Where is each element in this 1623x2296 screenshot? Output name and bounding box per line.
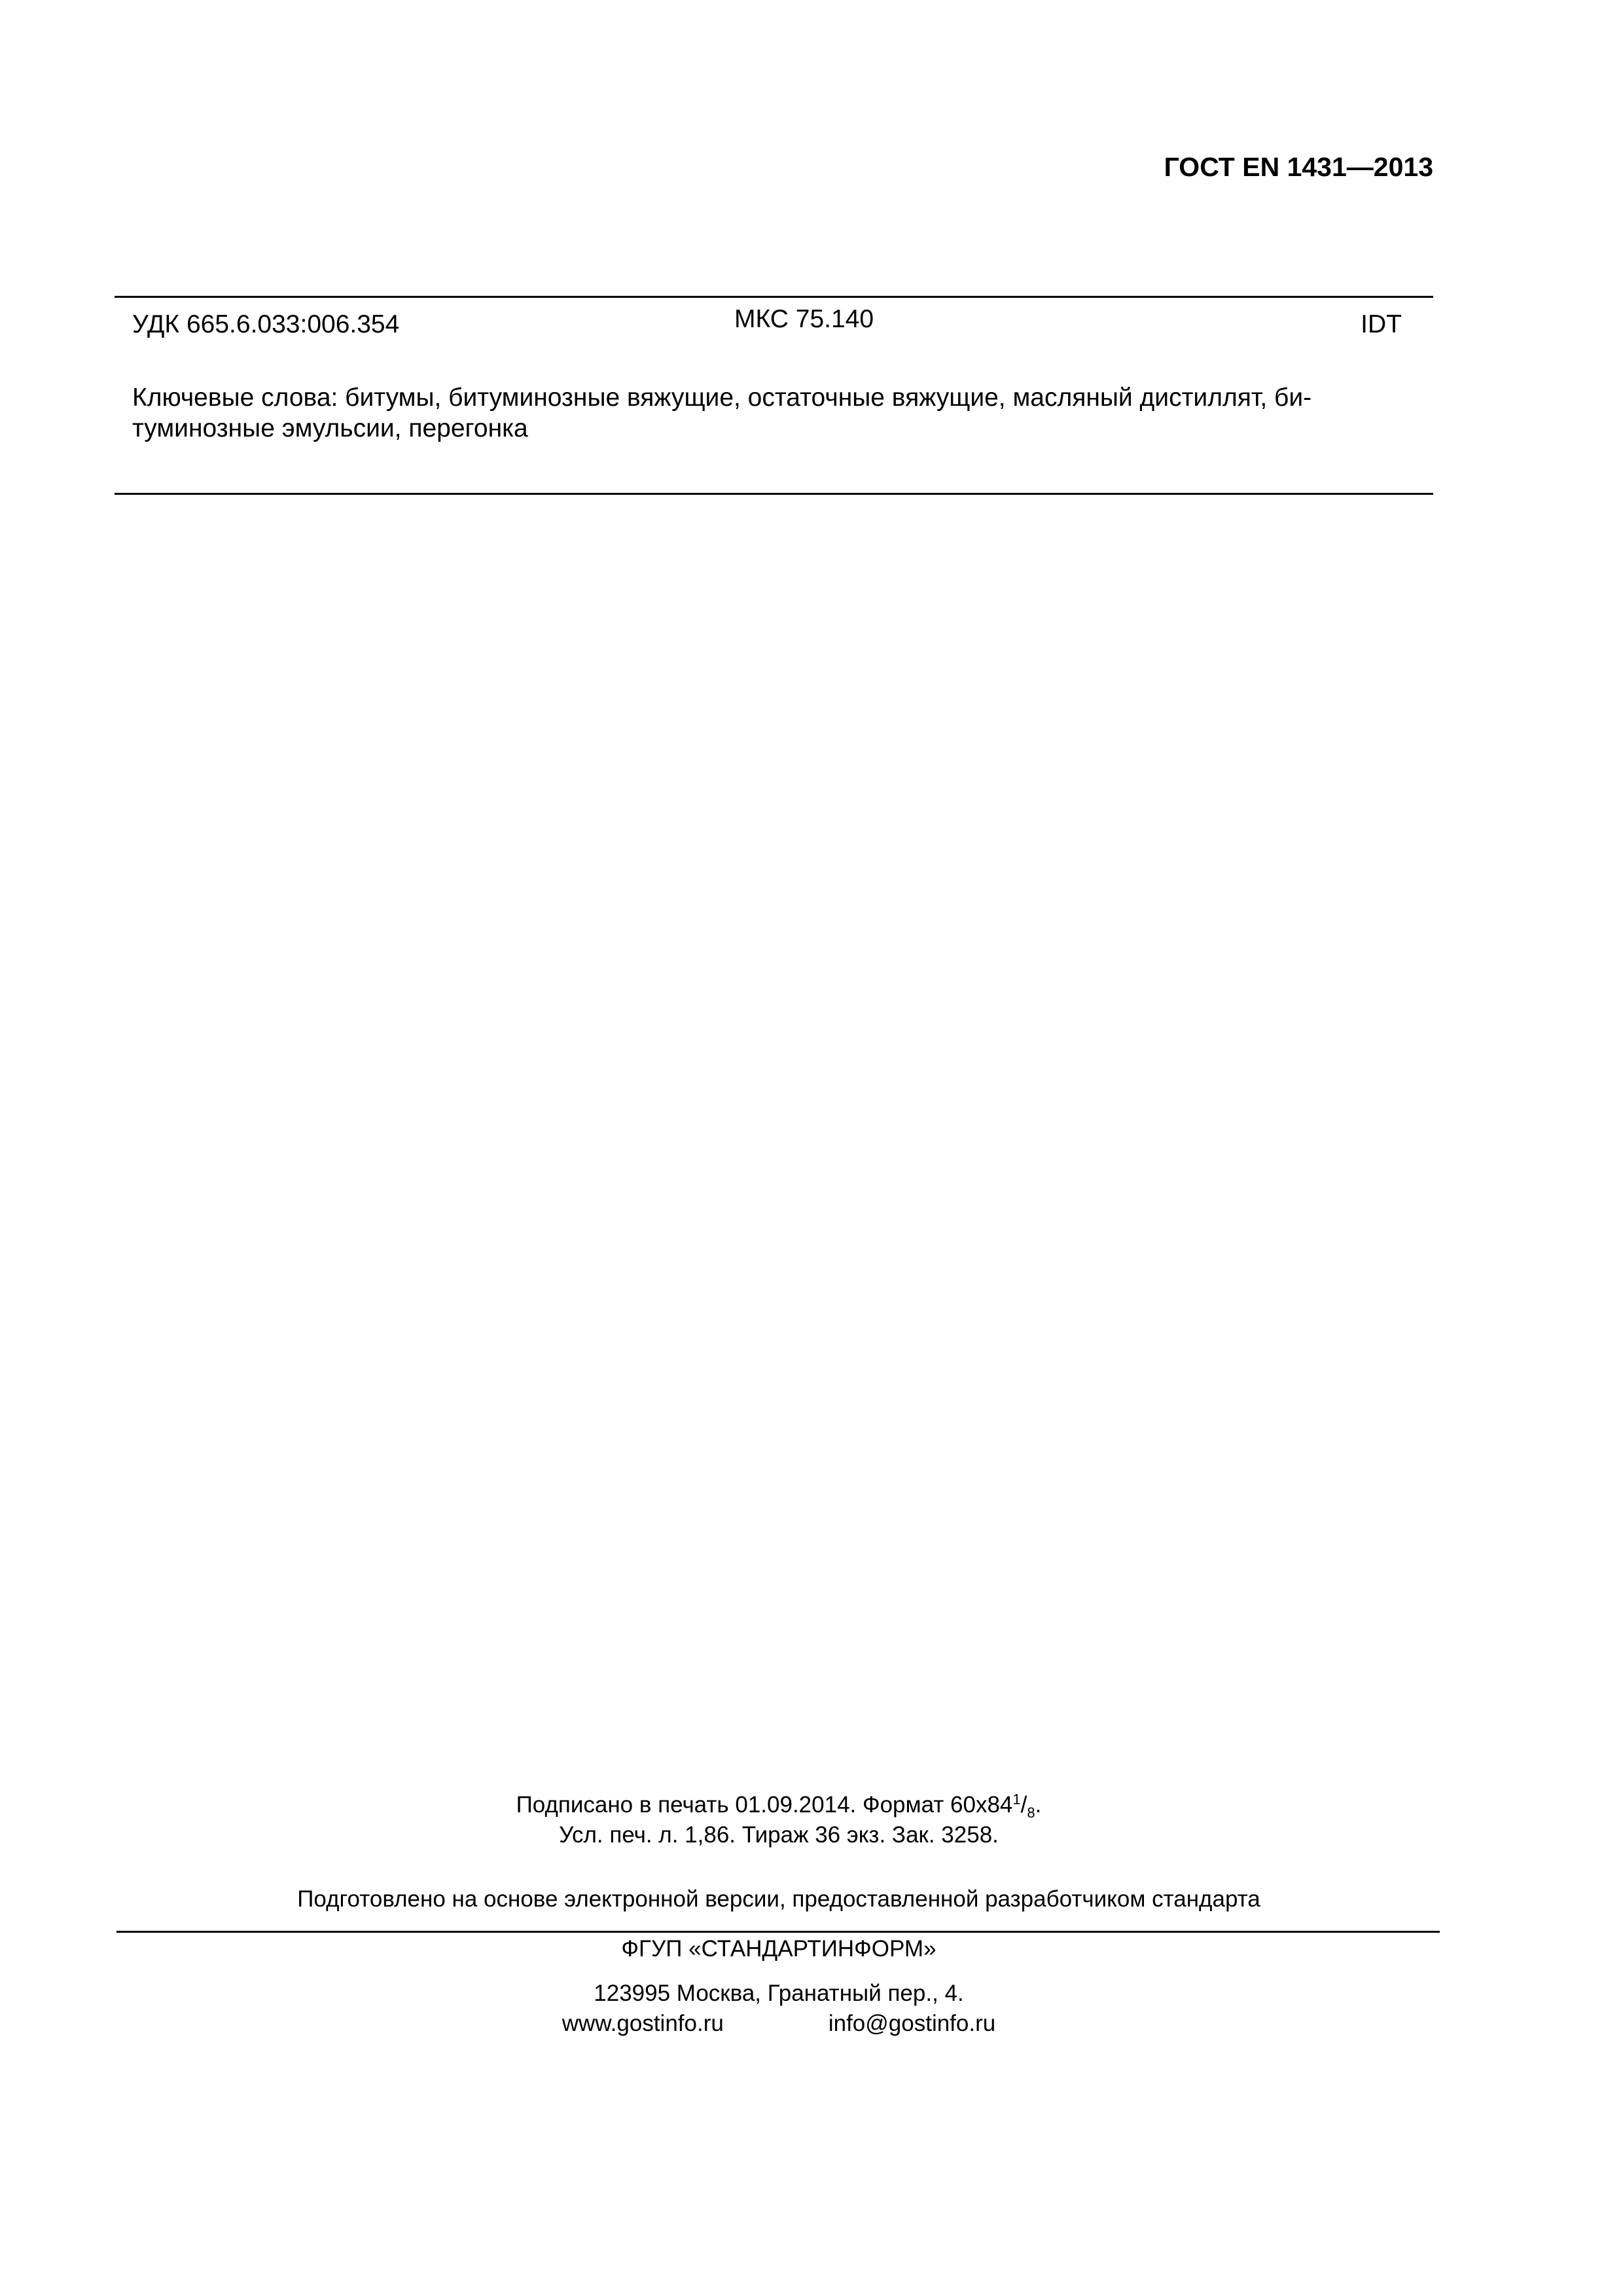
publisher-name: ФГУП «СТАНДАРТИНФОРМ»	[621, 1936, 936, 1962]
website-link[interactable]: www.gostinfo.ru	[562, 2011, 724, 2036]
equivalence-code: IDT	[1361, 310, 1402, 338]
classification-row	[132, 305, 1402, 344]
publisher-address: 123995 Москва, Гранатный пер., 4.	[594, 1981, 964, 2006]
email-link[interactable]: info@gostinfo.ru	[828, 2011, 996, 2036]
signed-for-print-text: Подписано в печать 01.09.2014. Формат 60х84	[516, 1792, 1013, 1818]
standard-designation: ГОСТ EN 1431—2013	[1164, 152, 1433, 182]
format-numerator: 1	[1012, 1791, 1021, 1808]
format-denominator: 8	[1027, 1804, 1035, 1821]
mks-code: МКС 75.140	[734, 305, 874, 333]
footer-divider	[116, 1931, 1440, 1933]
top-divider	[115, 296, 1433, 298]
print-sheets-line: Усл. печ. л. 1,86. Тираж 36 экз. Зак. 3258.	[559, 1822, 999, 1848]
keywords-block	[132, 382, 1402, 444]
keywords-line-1: Ключевые слова: битумы, битуминозные вяжущие, остаточные вяжущие, масляный дистиллят, би-	[132, 384, 1312, 412]
udk-code: УДК 665.6.033:006.354	[132, 310, 400, 338]
keywords-line-2: туминозные эмульсии, перегонка	[132, 414, 528, 442]
prepared-note: Подготовлено на основе электронной версии, предоставленной разработчиком стандарта	[297, 1886, 1260, 1912]
publisher-contacts	[0, 2011, 1558, 2037]
format-tail: .	[1035, 1792, 1042, 1818]
signed-for-print-line: Подписано в печать 01.09.2014. Формат $60х84^1/_8$.	[516, 1791, 1042, 1821]
bottom-divider	[115, 493, 1433, 495]
